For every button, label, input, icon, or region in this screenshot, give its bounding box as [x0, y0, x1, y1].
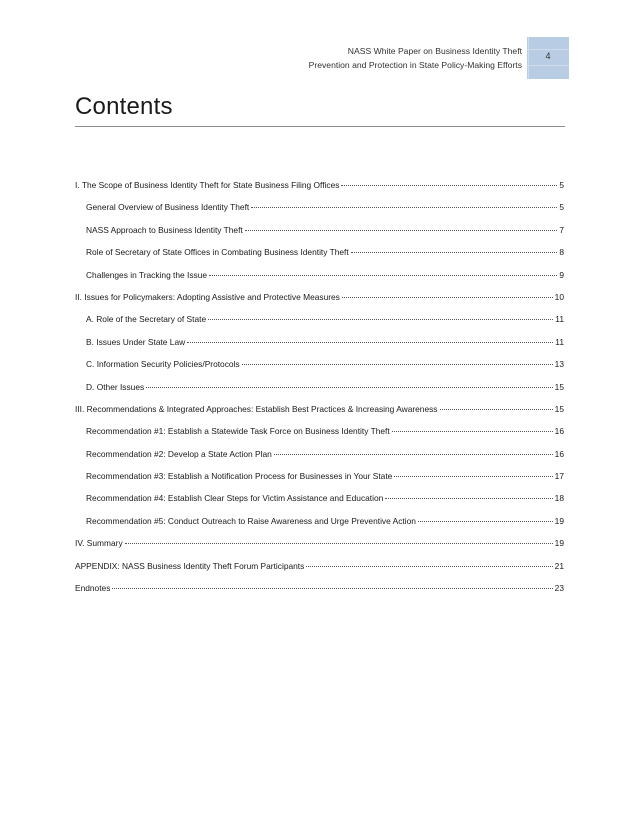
toc-entry-page: 13 — [554, 359, 564, 370]
toc-dot-leader — [385, 497, 552, 499]
toc-entry-page: 5 — [559, 180, 564, 190]
toc-entry[interactable] — [75, 270, 564, 292]
toc-dot-leader — [274, 453, 553, 455]
toc-entry[interactable] — [75, 404, 564, 426]
box-grid-line — [527, 49, 569, 50]
toc-entry[interactable] — [75, 471, 564, 493]
toc-dot-leader — [125, 542, 553, 544]
toc-entry[interactable] — [75, 292, 564, 314]
toc-entry-page: 5 — [559, 202, 564, 213]
toc-entry-label: Recommendation #1: Establish a Statewide Task Force on Business Identity Theft — [86, 426, 390, 437]
toc-entry-label: General Overview of Business Identity Theft — [86, 202, 250, 213]
title-divider — [75, 126, 565, 127]
running-header — [309, 44, 522, 72]
toc-dot-leader — [251, 206, 557, 208]
page-number-box — [527, 37, 569, 79]
box-grid-line — [527, 65, 569, 66]
toc-entry[interactable] — [75, 516, 564, 538]
toc-entry-page: 9 — [559, 269, 564, 280]
toc-dot-leader — [187, 341, 553, 343]
toc-entry-label: Challenges in Tracking the Issue — [86, 269, 208, 280]
toc-dot-leader — [394, 475, 552, 477]
table-of-contents — [75, 180, 564, 605]
toc-entry[interactable] — [75, 382, 564, 404]
toc-entry-page: 17 — [554, 471, 564, 482]
toc-entry[interactable] — [75, 359, 564, 381]
toc-entry-label: Recommendation #4: Establish Clear Steps for Victim Assistance and Education — [86, 493, 384, 504]
toc-entry[interactable] — [75, 247, 564, 269]
toc-entry-label: II. Issues for Policymakers: Adopting Assistive and Protective Measures — [75, 291, 340, 302]
toc-entry[interactable] — [75, 583, 564, 605]
toc-dot-leader — [208, 318, 553, 320]
toc-entry-page: 23 — [554, 583, 564, 594]
toc-entry[interactable] — [75, 449, 564, 471]
toc-entry-page: 7 — [559, 224, 564, 235]
toc-entry[interactable] — [75, 493, 564, 515]
toc-entry-label: Recommendation #3: Establish a Notification Process for Businesses in Your State — [86, 471, 393, 482]
toc-entry-page: 11 — [555, 314, 564, 325]
toc-entry-page: 11 — [555, 336, 564, 347]
toc-entry-label: C. Information Security Policies/Protocols — [86, 359, 240, 370]
toc-entry[interactable] — [75, 225, 564, 247]
toc-dot-leader — [342, 296, 553, 298]
toc-dot-leader — [209, 274, 557, 276]
toc-dot-leader — [112, 587, 552, 589]
toc-entry[interactable] — [75, 561, 564, 583]
toc-entry-page: 19 — [554, 515, 564, 526]
toc-entry-label: Role of Secretary of State Offices in Combating Business Identity Theft — [86, 247, 349, 258]
toc-dot-leader — [242, 363, 553, 365]
toc-entry-page: 19 — [554, 538, 564, 549]
toc-entry-page: 15 — [554, 403, 564, 414]
header-line-1: NASS White Paper on Business Identity Theft — [347, 46, 522, 56]
toc-entry-label: Recommendation #2: Develop a State Action Plan — [86, 448, 272, 459]
toc-entry-page: 18 — [554, 493, 564, 504]
toc-entry-label: D. Other Issues — [86, 381, 145, 392]
toc-entry[interactable] — [75, 202, 564, 224]
toc-dot-leader — [245, 229, 558, 231]
toc-dot-leader — [440, 408, 553, 410]
toc-entry[interactable] — [75, 180, 564, 202]
header-line-2: Prevention and Protection in State Policy-Making Efforts — [308, 60, 522, 70]
toc-entry-label: APPENDIX: NASS Business Identity Theft Forum Participants — [75, 560, 305, 571]
toc-entry-page: 10 — [554, 291, 564, 302]
toc-entry[interactable] — [75, 337, 564, 359]
toc-entry-label: Endnotes — [75, 583, 111, 594]
toc-entry-page: 15 — [554, 381, 564, 392]
toc-entry[interactable] — [75, 426, 564, 448]
toc-entry-page: 21 — [554, 560, 564, 571]
toc-entry-label: Recommendation #5: Conduct Outreach to Raise Awareness and Urge Preventive Action — [86, 515, 416, 526]
toc-dot-leader — [306, 565, 552, 567]
page-number: 4 — [545, 51, 551, 61]
toc-entry-label: III. Recommendations & Integrated Approaches: Establish Best Practices & Increasing Awareness — [75, 403, 438, 414]
toc-entry-label: A. Role of the Secretary of State — [86, 314, 207, 325]
toc-dot-leader — [418, 520, 553, 522]
toc-entry-label: I. The Scope of Business Identity Theft for State Business Filing Offices — [75, 180, 340, 190]
toc-entry-label: NASS Approach to Business Identity Theft — [86, 224, 243, 235]
toc-dot-leader — [341, 184, 557, 186]
toc-entry-page: 8 — [559, 247, 564, 258]
toc-entry-page: 16 — [554, 426, 564, 437]
page-title: Contents — [75, 93, 173, 120]
toc-entry-label: IV. Summary — [75, 538, 123, 549]
toc-entry-page: 16 — [554, 448, 564, 459]
toc-entry[interactable] — [75, 314, 564, 336]
toc-entry[interactable] — [75, 538, 564, 560]
toc-entry-label: B. Issues Under State Law — [86, 336, 186, 347]
toc-dot-leader — [146, 386, 552, 388]
toc-dot-leader — [392, 430, 553, 432]
toc-dot-leader — [351, 251, 558, 253]
